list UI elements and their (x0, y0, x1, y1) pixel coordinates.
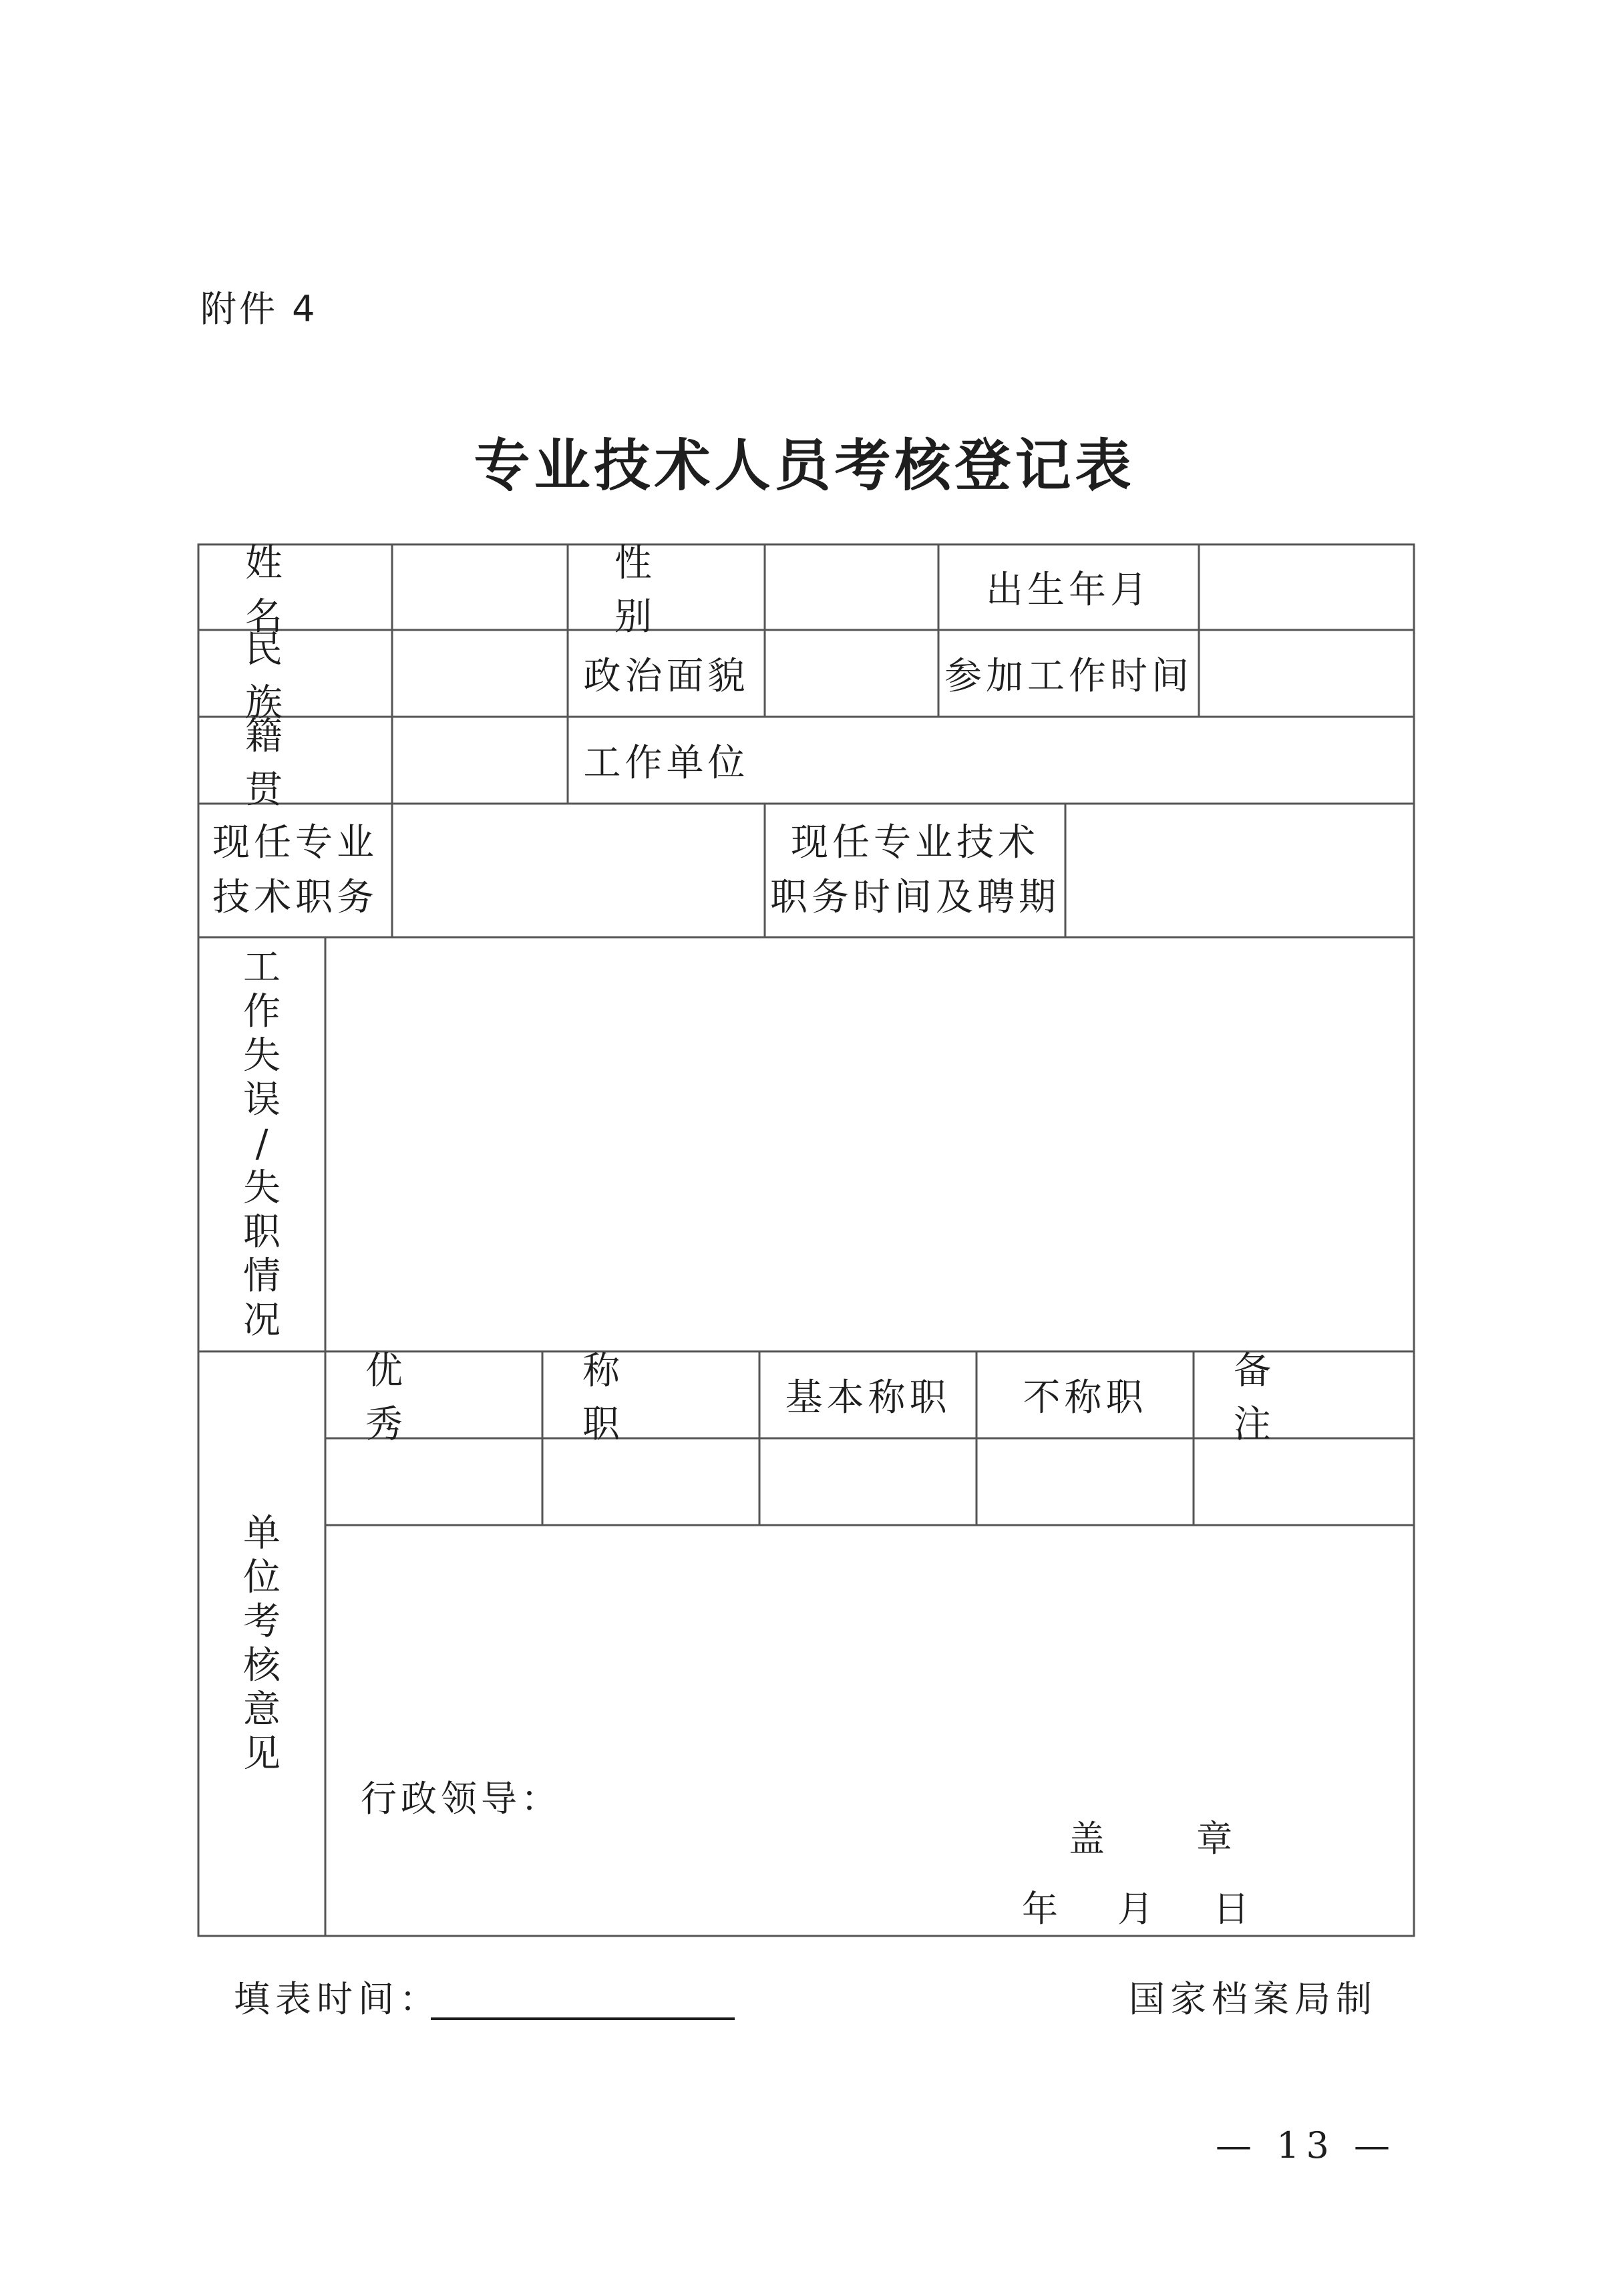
name-label: 姓 名 (245, 542, 329, 639)
errors-label-char: 误 (243, 1078, 281, 1122)
errors-label-char: / (255, 1122, 269, 1166)
grade-basic-field[interactable] (759, 1438, 976, 1525)
ethnicity-field[interactable] (392, 630, 568, 717)
work-start-label: 参加工作时间 (944, 655, 1193, 698)
date-label: 年 月 日 (1022, 1888, 1254, 1930)
grade-excellent-label: 优 秀 (365, 1349, 443, 1446)
native-field[interactable] (392, 717, 568, 804)
name-field[interactable] (392, 544, 568, 630)
birth-field[interactable] (1199, 544, 1414, 630)
birth-label: 出生年月 (986, 568, 1151, 612)
attachment-label: 附件 4 (200, 288, 318, 330)
opinion-label-char: 核 (243, 1643, 281, 1687)
gender-field[interactable] (765, 544, 938, 630)
employer-field[interactable] (765, 717, 1414, 804)
grade-basic-label: 基本称职 (785, 1376, 951, 1420)
form-title: 专业技术人员考核登记表 (474, 432, 1135, 498)
employer-label: 工作单位 (583, 742, 749, 785)
political-field[interactable] (765, 630, 938, 717)
fill-time-label: 填表时间： (234, 1978, 441, 2020)
native-label: 籍 贯 (245, 715, 329, 812)
grade-remarks-field[interactable] (1194, 1438, 1414, 1525)
errors-label (198, 944, 325, 1345)
current-title-line1: 现任专业 (212, 821, 378, 864)
ethnicity-label: 民 族 (245, 628, 329, 725)
gender-label: 性 别 (614, 542, 699, 639)
title-term-line2: 职务时间及聘期 (770, 876, 1060, 919)
stamp-label: 盖 章 (1069, 1818, 1273, 1860)
political-label: 政治面貌 (583, 655, 749, 698)
title-term-label (765, 804, 1065, 937)
title-term-field[interactable] (1065, 804, 1414, 937)
opinion-label-char: 意 (243, 1687, 281, 1732)
errors-label-char: 失 (243, 1166, 281, 1210)
opinion-label-char: 见 (243, 1732, 281, 1776)
current-title-line2: 技术职务 (212, 876, 378, 919)
errors-label-char: 职 (243, 1210, 281, 1254)
opinion-label (198, 1351, 325, 1936)
errors-label-char: 情 (243, 1255, 281, 1298)
maker-label: 国家档案局制 (1129, 1978, 1377, 2020)
opinion-label-char: 位 (243, 1555, 281, 1599)
page-number: — 13 — (1216, 2124, 1397, 2166)
grade-incompetent-field[interactable] (976, 1438, 1194, 1525)
grade-incompetent-label: 不称职 (1023, 1376, 1147, 1420)
leader-label: 行政领导： (361, 1778, 561, 1820)
opinion-label-char: 考 (243, 1599, 281, 1643)
opinion-label-char: 单 (243, 1511, 281, 1555)
fill-time-field[interactable] (431, 2017, 735, 2020)
grade-excellent-field[interactable] (325, 1438, 542, 1525)
errors-label-char: 作 (243, 990, 281, 1033)
errors-label-char: 况 (243, 1299, 281, 1342)
title-term-line1: 现任专业技术 (791, 821, 1039, 864)
errors-field[interactable] (325, 937, 1414, 1351)
current-title-label (198, 804, 392, 937)
work-start-field[interactable] (1199, 630, 1414, 717)
grade-competent-field[interactable] (542, 1438, 759, 1525)
current-title-field[interactable] (392, 804, 765, 937)
grade-remarks-label: 备 注 (1234, 1349, 1311, 1446)
errors-label-char: 工 (243, 946, 281, 989)
grade-competent-label: 称 职 (582, 1349, 660, 1446)
registration-form (194, 543, 1416, 1939)
errors-label-char: 失 (243, 1034, 281, 1078)
opinion-field[interactable] (325, 1525, 1414, 1936)
